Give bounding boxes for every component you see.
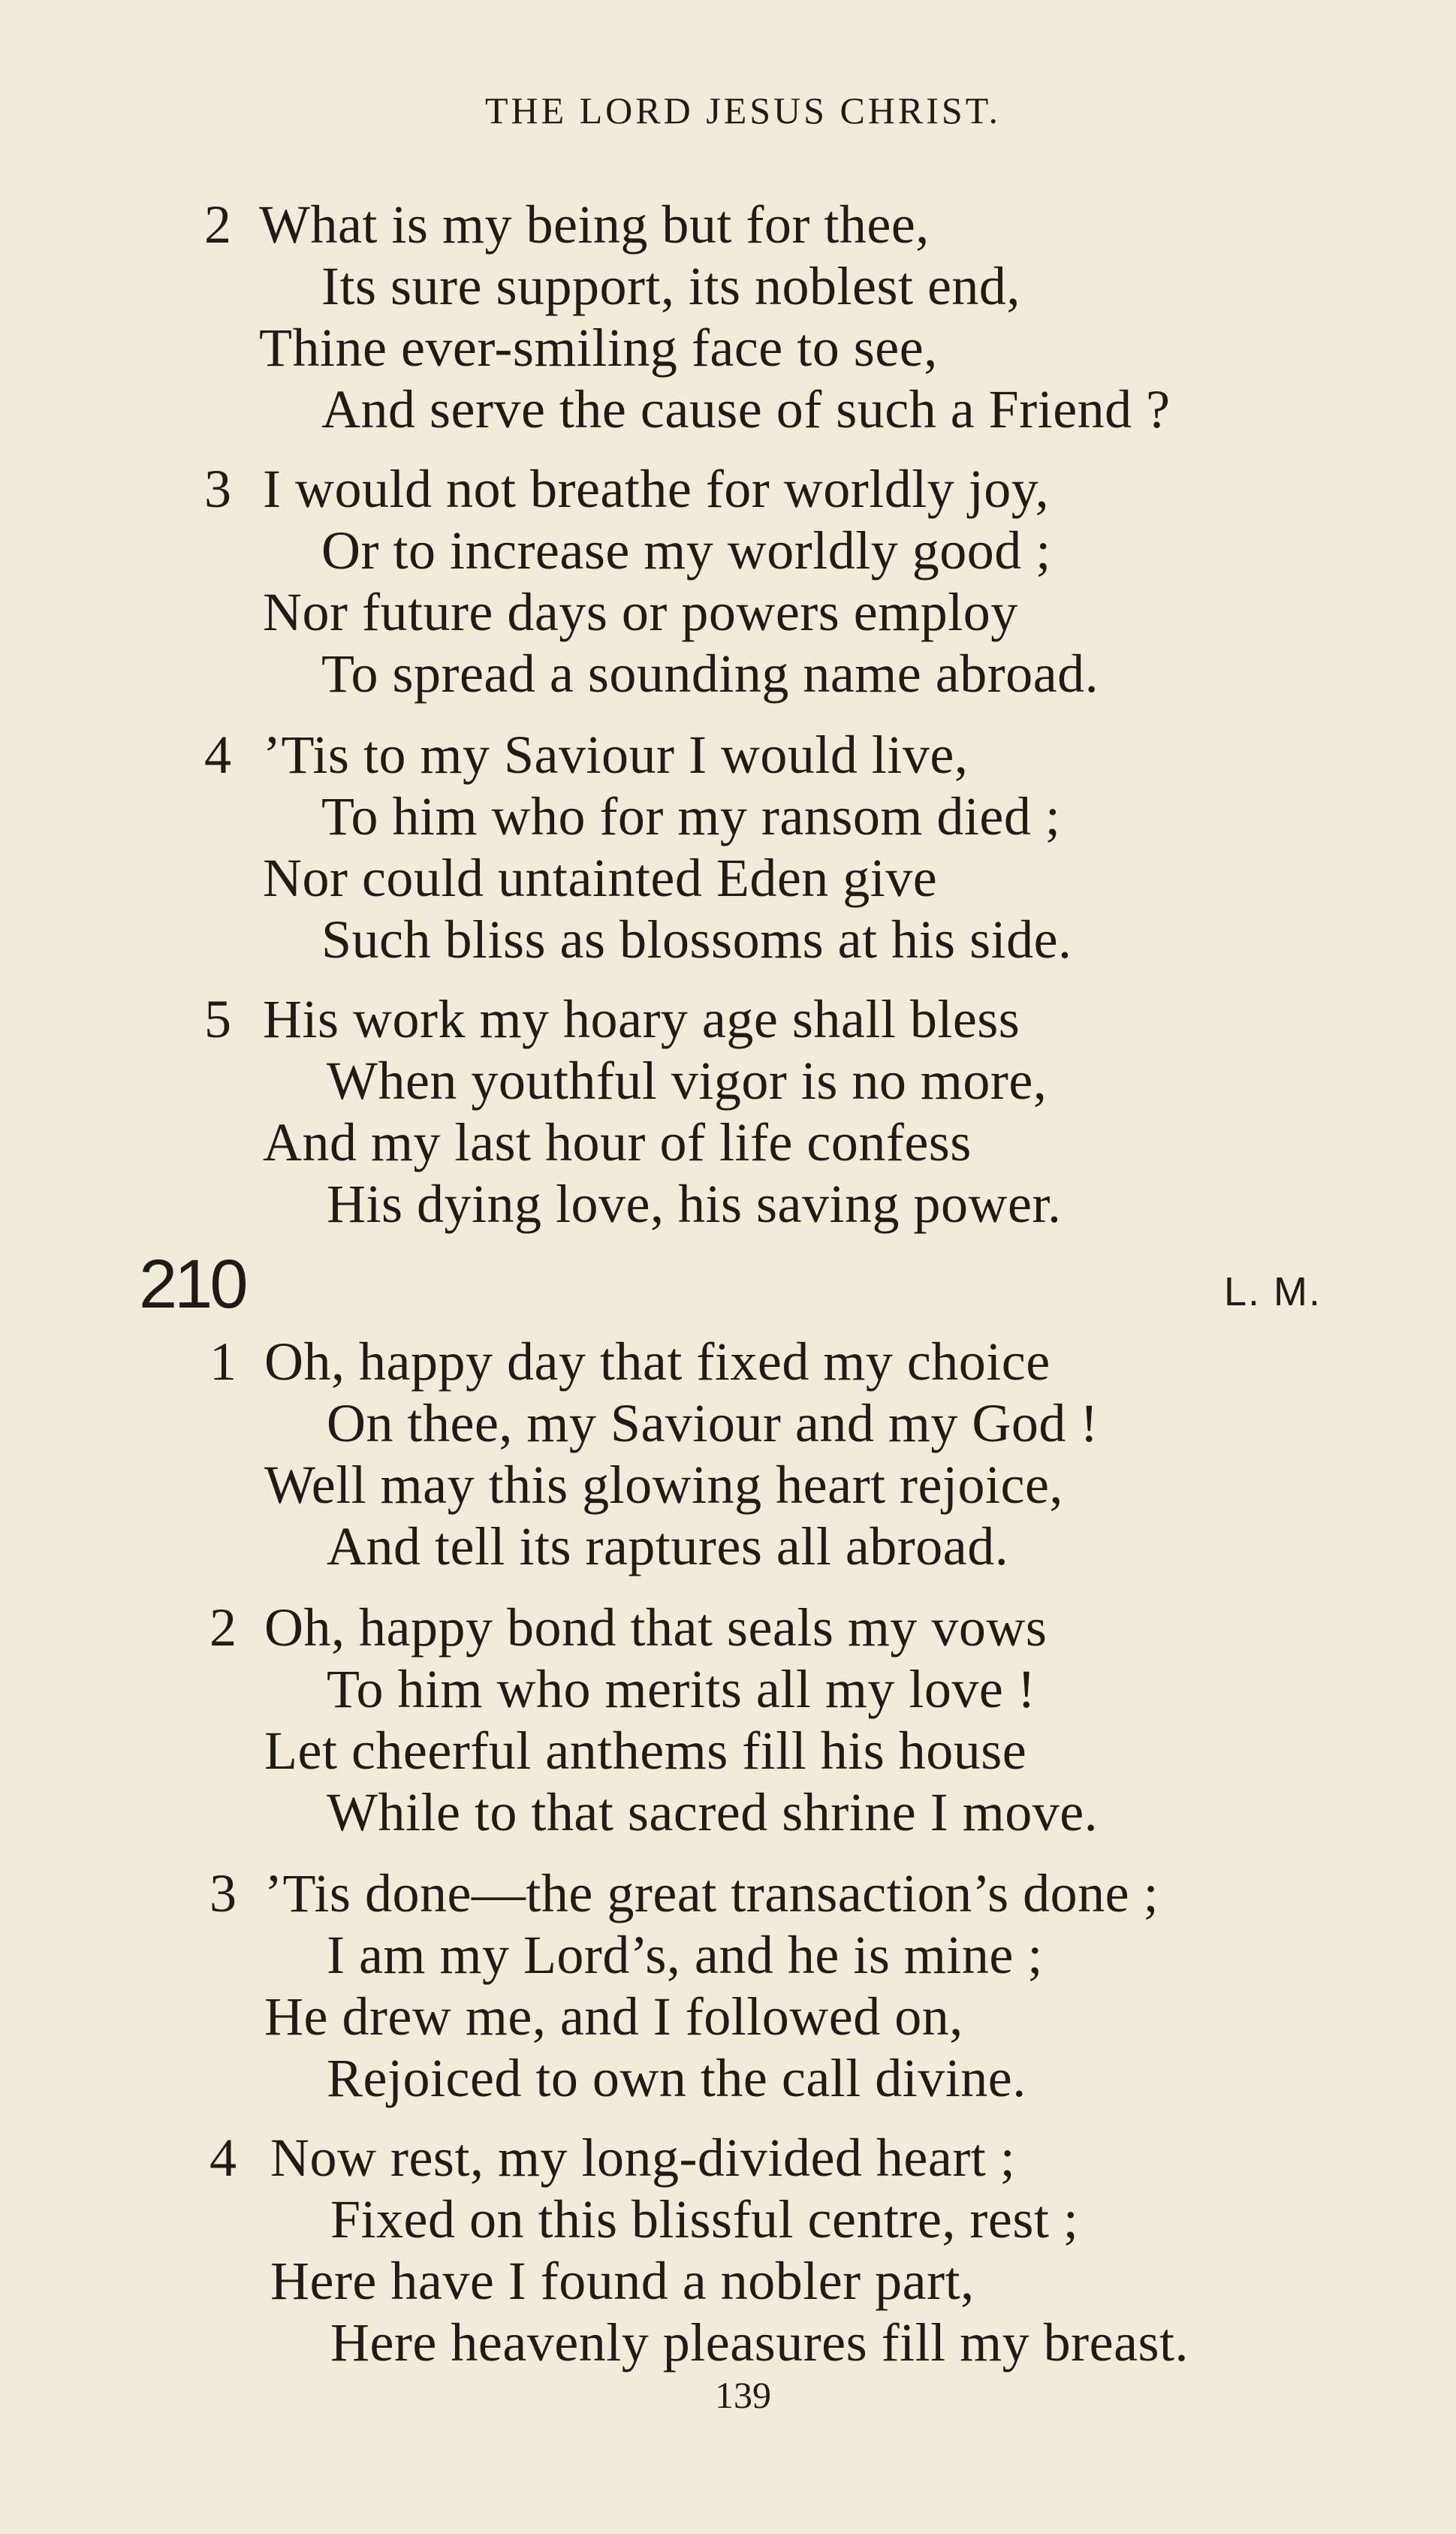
verse-line: And my last hour of life confess [263, 1112, 972, 1172]
verse-line: Here heavenly pleasures fill my breast. [330, 2312, 1189, 2373]
verse-line: Let cheerful anthems fill his house [264, 1721, 1027, 1781]
hymn-number: 210 [139, 1246, 246, 1323]
verse-line: On thee, my Saviour and my God ! [327, 1393, 1099, 1453]
verse-line: Its sure support, its noblest end, [321, 256, 1020, 316]
verse-number: 4 [210, 2128, 237, 2188]
verse-line: Here have I found a nobler part, [270, 2251, 975, 2311]
verse-line: ’Tis done—the great transaction’s done ; [264, 1863, 1159, 1923]
verse-line: Nor could untainted Eden give [263, 848, 938, 908]
verse-line: I am my Lord’s, and he is mine ; [327, 1925, 1043, 1985]
verse-line: And serve the cause of such a Friend ? [321, 379, 1171, 439]
running-header: THE LORD JESUS CHRIST. [484, 89, 1002, 131]
verse-line: His dying love, his saving power. [327, 1174, 1062, 1234]
verse-line: He drew me, and I followed on, [264, 1986, 963, 2047]
verse-line: When youthful vigor is no more, [327, 1051, 1048, 1111]
verse-line: Well may this glowing heart rejoice, [264, 1455, 1063, 1515]
verse-number: 1 [210, 1332, 237, 1392]
verse-number: 3 [204, 459, 231, 519]
verse-line: I would not breathe for worldly joy, [263, 459, 1050, 519]
verse-line: Oh, happy bond that seals my vows [264, 1597, 1048, 1658]
verse-line: Such bliss as blossoms at his side. [321, 910, 1072, 970]
page-number: 139 [715, 2374, 771, 2416]
verse-line: To him who for my ransom died ; [321, 786, 1061, 846]
verse-line: To him who merits all my love ! [327, 1659, 1036, 1719]
verse-number: 4 [204, 725, 231, 785]
verse-line: Fixed on this blissful centre, rest ; [330, 2189, 1079, 2249]
verse-number: 2 [210, 1597, 237, 1658]
meter-label: L. M. [1224, 1269, 1322, 1314]
verse-line: To spread a sounding name abroad. [321, 644, 1099, 704]
verse-line: ’Tis to my Saviour I would live, [263, 725, 969, 785]
verse-number: 3 [210, 1863, 237, 1923]
verse-line: What is my being but for thee, [259, 195, 930, 255]
verse-line: Now rest, my long-divided heart ; [270, 2128, 1016, 2188]
verse-line: Oh, happy day that fixed my choice [264, 1332, 1051, 1392]
verse-line: His work my hoary age shall bless [263, 989, 1020, 1049]
verse-line: Nor future days or powers employ [263, 582, 1018, 642]
verse-line: Or to increase my worldly good ; [321, 520, 1051, 581]
verse-line: And tell its raptures all abroad. [327, 1516, 1009, 1576]
verse-number: 2 [204, 195, 231, 255]
verse-line: Thine ever-smiling face to see, [259, 318, 938, 378]
verse-number: 5 [204, 989, 231, 1049]
verse-line: Rejoiced to own the call divine. [327, 2048, 1026, 2108]
verse-line: While to that sacred shrine I move. [327, 1782, 1099, 1842]
